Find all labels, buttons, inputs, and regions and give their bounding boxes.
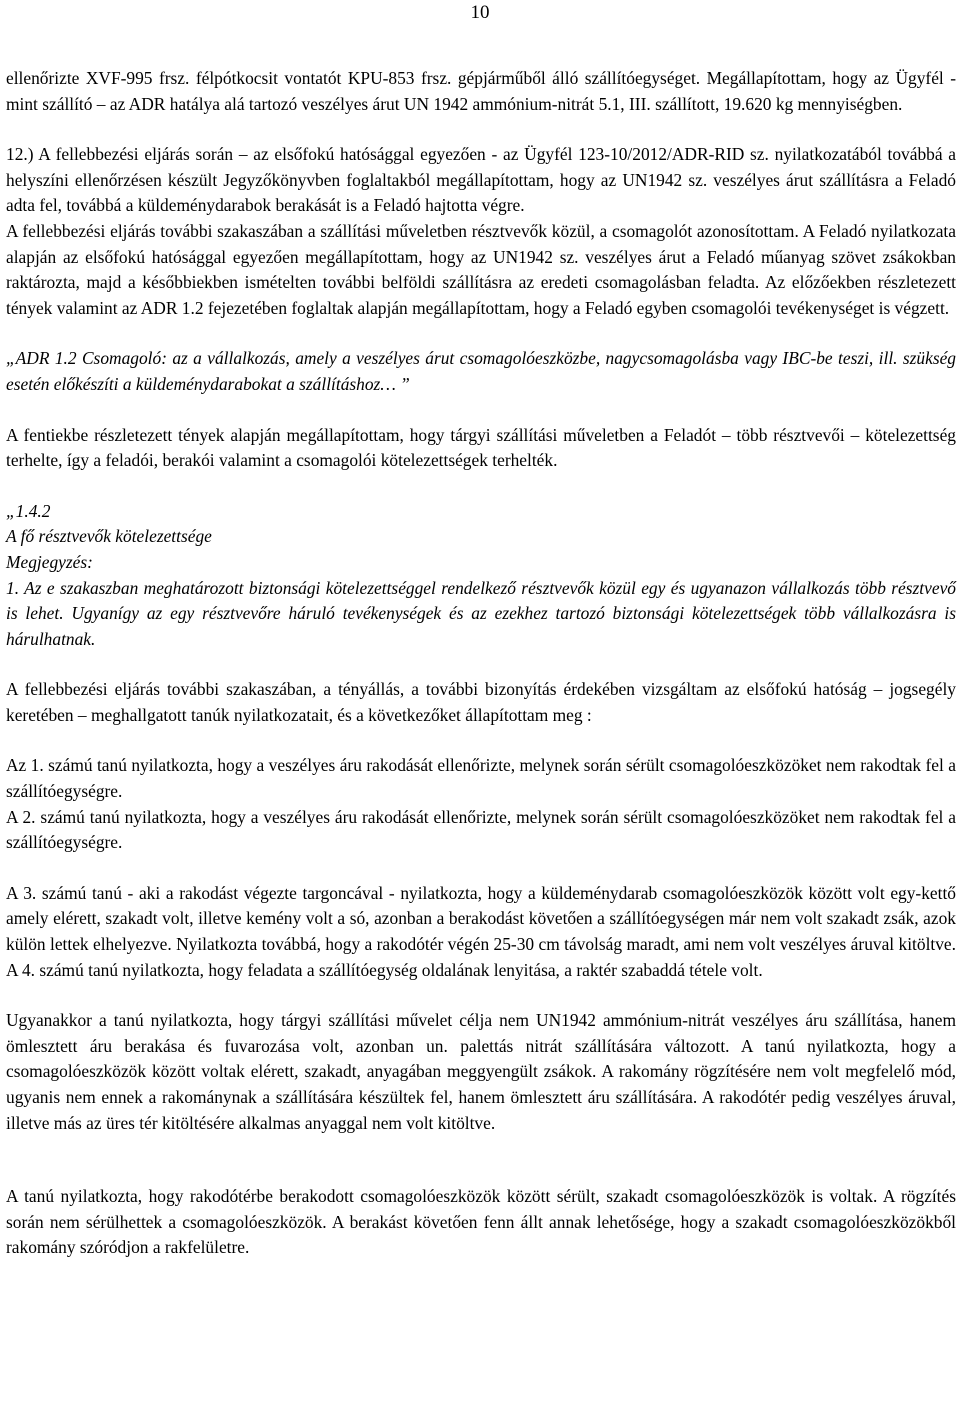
paragraph-witness-intro: A fellebbezési eljárás további szakaszában, a tényállás, a további bizonyítás érdekében vizsgáltam az elsőfokú hatóság – jogsegély keretében – meghallgatott tanúk nyilatkozatait, és a következőket állapítottam meg : [6,679,956,725]
document-body [6,66,956,1261]
paragraph-packer-identification: A fellebbezési eljárás további szakaszában a szállítási műveletben résztvevők közül, a csomagolót azonosítottam. A Feladó nyilatkozata alapján az elsőfokú hatósággal egyezően megállapítottam, hogy az UN1942 sz. veszélyes árut a Feladó műanyag szövet zsákokban raktározta, majd a későbbiekben ismételten további belföldi szállításra az eredeti csomagolásban feladta. Az előzőekben részletezett tények valamint az ADR 1.2 fejezetében foglaltak alapján megállapítottam, hogy a Feladó egyben csomagolói tevékenységet is végzett. [6,220,956,318]
quote-adr-1-2: „ADR 1.2 Csomagoló: az a vállalkozás, amely a veszélyes árut csomagolóeszközbe, nagycsomagolásba vagy IBC-be teszi, ill. szükség esetén előkészíti a küldeménydarabokat a szállításhoz… ” [6,348,956,394]
paragraph-witness-2: A 2. számú tanú nyilatkozta, hogy a veszélyes áru rakodását ellenőrizte, melynek során sérült csomagolóeszközöket nem rakodtak fel a szállítóegységre. [6,806,956,853]
quote-adr-1-4-2-title: A fő résztvevők kötelezettsége [6,526,212,547]
paragraph-witness-further: Ugyanakkor a tanú nyilatkozta, hogy tárgyi szállítási művelet célja nem UN1942 ammónium-nitrát veszélyes áru szállítása, hanem ömlesztett áru berakása és fuvarozása volt, azonban un. palettás nitrát szállítására változott. A tanú nyilatkozta, hogy a csomagolóeszközök között voltak elérett, szakadt, anyagában meggyengült zsákok. A rakomány rögzítésére nem volt megfelelő mód, ugyanis nem ennek a rakománynak a szállítására készültek fel, hanem ömlesztett áru szállítására. A rakodótér pedig veszélyes áruval, illetve más az üres tér kitöltésére alkalmas anyaggal nem volt kitöltve. [6,1010,956,1133]
quote-adr-1-4-2-note-label: Megjegyzés: [6,551,93,572]
paragraph-vehicle-inspection: ellenőrizte XVF-995 frsz. félpótkocsit vontatót KPU-853 frsz. gépjárműből álló szállítóegységet. Megállapítottam, hogy az Ügyfél - mint szállító – az ADR hatálya alá tartozó veszélyes árut UN 1942 ammónium-nitrát 5.1, III. szállított, 19.620 kg mennyiségben. [6,68,956,114]
quote-adr-1-4-2-note-text: 1. Az e szakaszban meghatározott biztonsági kötelezettséggel rendelkező résztvevők közül egy és ugyanazon vállalkozás több résztvevő is lehet. Ugyanígy az egy résztvevőre háruló tevékenységek és az ezekhez tartozó biztonsági kötelezettségek több vállalkozásra is hárulhatnak. [6,577,956,649]
paragraph-witness-damaged-packaging: A tanú nyilatkozta, hogy rakodótérbe berakodott csomagolóeszközök között sérült, szakadt csomagolóeszközök is voltak. A rögzítés során nem sérülhettek a csomagolóeszközök. A berakást követően fenn állt annak lehetősége, hogy a szakadt csomagolóeszközökből rakomány szóródjon a rakfelületre. [6,1186,956,1258]
quote-adr-1-4-2-number: „1.4.2 [6,500,51,521]
paragraph-point-12: 12.) A fellebbezési eljárás során – az elsőfokú hatósággal egyezően - az Ügyfél 123-10/2012/ADR-RID sz. nyilatkozatából továbbá a helyszíni ellenőrzésen készült Jegyzőkönyvben foglaltakból megállapítottam, hogy az UN1942 sz. veszélyes árut szállításra a Feladó adta fel, továbbá a küldeménydarabok berakását is a Feladó hajtotta végre. [6,144,956,216]
paragraph-witness-1: Az 1. számú tanú nyilatkozta, hogy a veszélyes áru rakodását ellenőrizte, melynek során sérült csomagolóeszközöket nem rakodtak fel a szállítóegységre. [6,755,956,802]
page-number: 10 [470,2,490,23]
paragraph-witness-3-4: A 3. számú tanú - aki a rakodást végezte targoncával - nyilatkozta, hogy a küldeménydarab csomagolóeszközök között volt egy-kettő amely elérett, szakadt volt, illetve kemény volt a só, azonban a berakodást követően a szállítóegységen már nem volt szakadt zsák, azok külön lettek elhelyezve. Nyilatkozta továbbá, hogy a rakodótér végén 25-30 cm távolság maradt, ami nem volt veszélyes áruval kitöltve. A 4. számú tanú nyilatkozta, hogy feladata a szállítóegység oldalának lenyitása, a raktér szabaddá tétele volt. [6,882,956,980]
paragraph-obligations-summary: A fentiekbe részletezett tények alapján megállapítottam, hogy tárgyi szállítási műveletben a Feladót – több résztvevői – kötelezettség terhelte, így a feladói, berakói valamint a csomagolói kötelezettségek terhelték. [6,424,956,471]
